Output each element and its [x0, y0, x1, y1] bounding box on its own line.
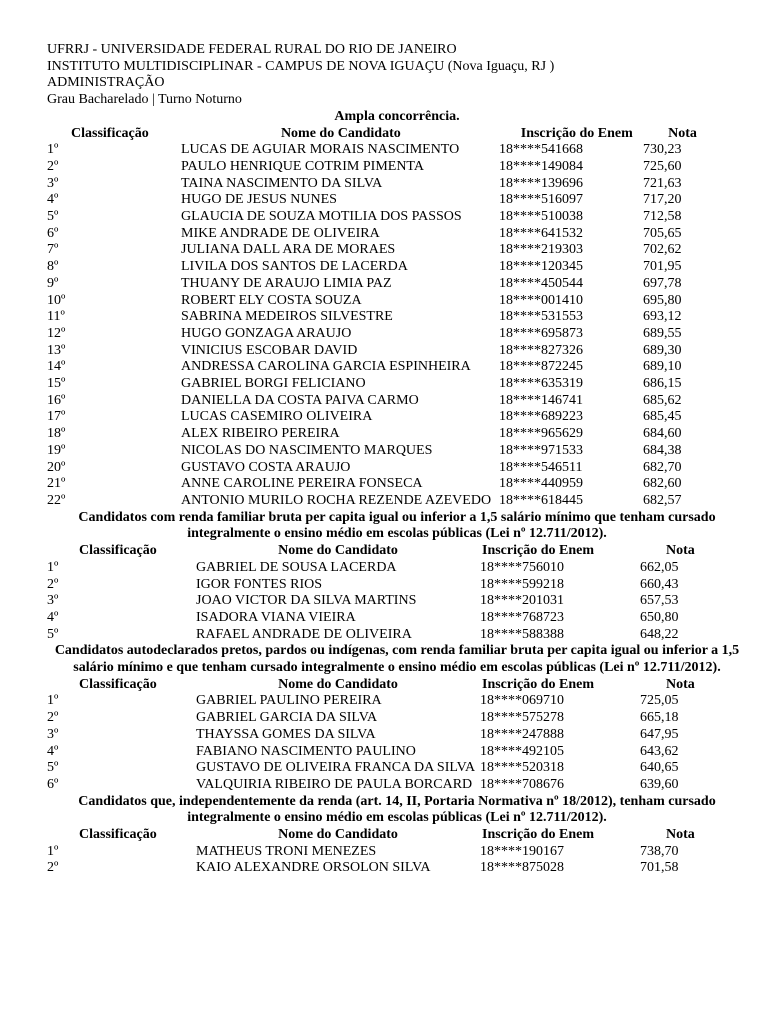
rank-cell: 2º	[47, 576, 59, 592]
table-row	[47, 493, 727, 510]
rank-cell: 19º	[47, 442, 66, 458]
enem-cell: 18****588388	[480, 626, 564, 642]
candidate-name-cell: MATHEUS TRONI MENEZES	[196, 843, 377, 859]
score-cell: 738,70	[640, 843, 679, 859]
candidate-name-cell: HUGO GONZAGA ARAUJO	[181, 325, 352, 341]
col-score-header: Nota	[666, 543, 695, 559]
column-header-row	[47, 543, 727, 560]
rank-cell: 1º	[47, 142, 59, 158]
enem-cell: 18****516097	[499, 192, 583, 208]
enem-cell: 18****190167	[480, 843, 564, 859]
rank-cell: 12º	[47, 325, 66, 341]
candidate-name-cell: FABIANO NASCIMENTO PAULINO	[196, 743, 416, 759]
candidate-name-cell: ANNE CAROLINE PEREIRA FONSECA	[181, 476, 423, 492]
score-cell: 725,60	[643, 158, 682, 174]
candidate-name-cell: ROBERT ELY COSTA SOUZA	[181, 292, 362, 308]
enem-cell: 18****575278	[480, 710, 564, 726]
candidate-name-cell: LIVILA DOS SANTOS DE LACERDA	[181, 259, 408, 275]
university-name: UFRRJ - UNIVERSIDADE FEDERAL RURAL DO RIO DE JANEIRO	[47, 42, 457, 57]
enem-cell: 18****139696	[499, 175, 583, 191]
table-row	[47, 359, 727, 376]
candidate-name-cell: NICOLAS DO NASCIMENTO MARQUES	[181, 442, 433, 458]
table-row	[47, 760, 727, 777]
table-row	[47, 593, 727, 610]
candidate-name-cell: THAYSSA GOMES DA SILVA	[196, 726, 376, 742]
score-cell: 684,60	[643, 426, 682, 442]
candidate-name-cell: KAIO ALEXANDRE ORSOLON SILVA	[196, 860, 431, 876]
rank-cell: 6º	[47, 776, 59, 792]
col-rank-header: Classificação	[79, 543, 157, 559]
rank-cell: 4º	[47, 192, 59, 208]
rank-cell: 2º	[47, 710, 59, 726]
rank-cell: 4º	[47, 743, 59, 759]
candidate-name-cell: ALEX RIBEIRO PEREIRA	[181, 426, 340, 442]
score-cell: 721,63	[643, 175, 682, 191]
score-cell: 701,95	[643, 259, 682, 275]
rank-cell: 5º	[47, 760, 59, 776]
table-row	[47, 393, 727, 410]
rank-cell: 3º	[47, 726, 59, 742]
enem-cell: 18****510038	[499, 209, 583, 225]
score-cell: 686,15	[643, 376, 682, 392]
col-score-header: Nota	[666, 676, 695, 692]
enem-cell: 18****247888	[480, 726, 564, 742]
enem-cell: 18****531553	[499, 309, 583, 325]
table-row	[47, 259, 727, 276]
table-row	[47, 560, 727, 577]
score-cell: 689,30	[643, 342, 682, 358]
score-cell: 725,05	[640, 693, 679, 709]
enem-cell: 18****120345	[499, 259, 583, 275]
table-row	[47, 693, 727, 710]
candidate-name-cell: GUSTAVO COSTA ARAUJO	[181, 459, 351, 475]
enem-cell: 18****708676	[480, 776, 564, 792]
rank-cell: 11º	[47, 309, 65, 325]
rank-cell: 21º	[47, 476, 66, 492]
enem-cell: 18****492105	[480, 743, 564, 759]
score-cell: 689,10	[643, 359, 682, 375]
col-rank-header: Classificação	[79, 676, 157, 692]
enem-cell: 18****069710	[480, 693, 564, 709]
score-cell: 639,60	[640, 776, 679, 792]
score-cell: 657,53	[640, 593, 679, 609]
col-enem-header: Inscrição do Enem	[482, 676, 594, 692]
candidate-name-cell: RAFAEL ANDRADE DE OLIVEIRA	[196, 626, 412, 642]
table-row	[47, 710, 727, 727]
ranking-section	[47, 510, 727, 644]
enem-cell: 18****450544	[499, 275, 583, 291]
table-row	[47, 159, 727, 176]
table-row	[47, 727, 727, 744]
candidate-name-cell: GABRIEL PAULINO PEREIRA	[196, 693, 382, 709]
enem-cell: 18****219303	[499, 242, 583, 258]
table-row	[47, 142, 727, 159]
rank-cell: 16º	[47, 392, 66, 408]
candidate-name-cell: SABRINA MEDEIROS SILVESTRE	[181, 309, 393, 325]
col-name-header: Nome do Candidato	[278, 543, 398, 559]
score-cell: 697,78	[643, 275, 682, 291]
table-row	[47, 777, 727, 794]
enem-cell: 18****618445	[499, 492, 583, 508]
candidate-name-cell: ANDRESSA CAROLINA GARCIA ESPINHEIRA	[181, 359, 471, 375]
candidate-name-cell: JOAO VICTOR DA SILVA MARTINS	[196, 593, 417, 609]
score-cell: 662,05	[640, 559, 679, 575]
candidate-name-cell: JULIANA DALL ARA DE MORAES	[181, 242, 396, 258]
enem-cell: 18****768723	[480, 609, 564, 625]
enem-cell: 18****149084	[499, 158, 583, 174]
results-sections	[47, 108, 740, 877]
enem-cell: 18****965629	[499, 426, 583, 442]
rank-cell: 1º	[47, 693, 59, 709]
candidate-name-cell: IGOR FONTES RIOS	[196, 576, 323, 592]
candidate-name-cell: GABRIEL DE SOUSA LACERDA	[196, 559, 397, 575]
score-cell: 648,22	[640, 626, 679, 642]
candidate-name-cell: VALQUIRIA RIBEIRO DE PAULA BORCARD	[196, 776, 473, 792]
rank-cell: 10º	[47, 292, 66, 308]
section-title: Candidatos com renda familiar bruta per capita igual ou inferior a 1,5 salário mínimo que tenham cursado integralmente o ensino médio em escolas públicas (Lei nº 12.711/2012).	[78, 509, 716, 542]
score-cell: 647,95	[640, 726, 679, 742]
candidate-name-cell: GABRIEL BORGI FELICIANO	[181, 376, 366, 392]
rank-cell: 17º	[47, 409, 66, 425]
table-row	[47, 476, 727, 493]
table-row	[47, 443, 727, 460]
rank-cell: 1º	[47, 559, 59, 575]
column-header-row	[47, 126, 727, 143]
candidate-name-cell: GABRIEL GARCIA DA SILVA	[196, 710, 378, 726]
rank-cell: 14º	[47, 359, 66, 375]
section-title: Candidatos autodeclarados pretos, pardos ou indígenas, com renda familiar bruta per capita igual ou inferior a 1,5 salário mínimo e que tenham cursado integralmente o ensino médio em escolas públicas (Lei nº 12.711/2012).	[54, 643, 740, 676]
candidate-name-cell: TAINA NASCIMENTO DA SILVA	[181, 175, 383, 191]
candidate-name-cell: GUSTAVO DE OLIVEIRA FRANCA DA SILVA	[196, 760, 476, 776]
col-enem-header: Inscrição do Enem	[482, 827, 594, 843]
column-header-row	[47, 677, 727, 694]
table-row	[47, 860, 727, 877]
score-cell: 650,80	[640, 609, 679, 625]
table-row	[47, 460, 727, 477]
enem-cell: 18****546511	[499, 459, 583, 475]
table-row	[47, 276, 727, 293]
score-cell: 695,80	[643, 292, 682, 308]
enem-cell: 18****827326	[499, 342, 583, 358]
candidate-name-cell: DANIELLA DA COSTA PAIVA CARMO	[181, 392, 419, 408]
table-row	[47, 844, 727, 861]
score-cell: 717,20	[643, 192, 682, 208]
table-row	[47, 242, 727, 259]
table-row	[47, 343, 727, 360]
col-name-header: Nome do Candidato	[278, 676, 398, 692]
table-row	[47, 577, 727, 594]
score-cell: 705,65	[643, 225, 682, 241]
rank-cell: 2º	[47, 860, 59, 876]
score-cell: 684,38	[643, 442, 682, 458]
column-header-row	[47, 827, 727, 844]
table-row	[47, 192, 727, 209]
rank-cell: 1º	[47, 843, 59, 859]
candidate-name-cell: GLAUCIA DE SOUZA MOTILIA DOS PASSOS	[181, 209, 462, 225]
rank-cell: 13º	[47, 342, 66, 358]
score-cell: 682,57	[643, 492, 682, 508]
rank-cell: 15º	[47, 376, 66, 392]
enem-cell: 18****875028	[480, 860, 564, 876]
section-title: Ampla concorrência.	[334, 108, 460, 124]
score-cell: 682,70	[643, 459, 682, 475]
score-cell: 682,60	[643, 476, 682, 492]
institute-name: INSTITUTO MULTIDISCIPLINAR - CAMPUS DE NOVA IGUAÇU (Nova Iguaçu, RJ )	[47, 58, 555, 74]
table-row	[47, 426, 727, 443]
enem-cell: 18****695873	[499, 325, 583, 341]
section-title: Candidatos que, independentemente da renda (art. 14, II, Portaria Normativa nº 18/2012), tenham cursado integralmente o ensino médio em escolas públicas (Lei nº 12.711/2012).	[78, 793, 716, 826]
enem-cell: 18****440959	[499, 476, 583, 492]
table-row	[47, 610, 727, 627]
score-cell: 702,62	[643, 242, 682, 258]
table-row	[47, 376, 727, 393]
enem-cell: 18****635319	[499, 376, 583, 392]
candidate-name-cell: LUCAS DE AGUIAR MORAIS NASCIMENTO	[181, 142, 460, 158]
enem-cell: 18****001410	[499, 292, 583, 308]
rank-cell: 3º	[47, 175, 59, 191]
candidate-name-cell: VINICIUS ESCOBAR DAVID	[181, 342, 358, 358]
score-cell: 665,18	[640, 710, 679, 726]
table-row	[47, 744, 727, 761]
ranking-section	[47, 643, 740, 793]
rank-cell: 2º	[47, 158, 59, 174]
table-row	[47, 176, 727, 193]
table-row	[47, 309, 727, 326]
candidate-name-cell: THUANY DE ARAUJO LIMIA PAZ	[181, 275, 392, 291]
rank-cell: 22º	[47, 492, 66, 508]
enem-cell: 18****756010	[480, 559, 564, 575]
candidate-name-cell: PAULO HENRIQUE COTRIM PIMENTA	[181, 158, 424, 174]
score-cell: 685,45	[643, 409, 682, 425]
candidate-name-cell: ANTONIO MURILO ROCHA REZENDE AZEVEDO	[181, 492, 492, 508]
enem-cell: 18****971533	[499, 442, 583, 458]
candidate-name-cell: HUGO DE JESUS NUNES	[181, 192, 337, 208]
col-enem-header: Inscrição do Enem	[482, 543, 594, 559]
enem-cell: 18****201031	[480, 593, 564, 609]
rank-cell: 5º	[47, 626, 59, 642]
rank-cell: 3º	[47, 593, 59, 609]
table-row	[47, 209, 727, 226]
col-score-header: Nota	[666, 827, 695, 843]
score-cell: 643,62	[640, 743, 679, 759]
ranking-section	[47, 109, 727, 510]
enem-cell: 18****599218	[480, 576, 564, 592]
enem-cell: 18****872245	[499, 359, 583, 375]
rank-cell: 18º	[47, 426, 66, 442]
table-row	[47, 409, 727, 426]
col-name-header: Nome do Candidato	[280, 125, 401, 141]
rank-cell: 7º	[47, 242, 59, 258]
ranking-section	[47, 794, 727, 878]
col-enem-header: Inscrição do Enem	[520, 125, 633, 141]
candidate-name-cell: ISADORA VIANA VIEIRA	[196, 609, 356, 625]
score-cell: 712,58	[643, 209, 682, 225]
document-page	[47, 42, 740, 877]
rank-cell: 8º	[47, 259, 59, 275]
degree-shift: Grau Bacharelado | Turno Noturno	[47, 92, 242, 108]
score-cell: 693,12	[643, 309, 682, 325]
score-cell: 689,55	[643, 325, 682, 341]
score-cell: 730,23	[643, 142, 682, 158]
candidate-name-cell: LUCAS CASEMIRO OLIVEIRA	[181, 409, 373, 425]
rank-cell: 20º	[47, 459, 66, 475]
enem-cell: 18****520318	[480, 760, 564, 776]
table-row	[47, 326, 727, 343]
score-cell: 701,58	[640, 860, 679, 876]
enem-cell: 18****689223	[499, 409, 583, 425]
col-name-header: Nome do Candidato	[278, 827, 398, 843]
enem-cell: 18****541668	[499, 142, 583, 158]
score-cell: 640,65	[640, 760, 679, 776]
rank-cell: 4º	[47, 609, 59, 625]
rank-cell: 6º	[47, 225, 59, 241]
score-cell: 660,43	[640, 576, 679, 592]
rank-cell: 5º	[47, 209, 59, 225]
score-cell: 685,62	[643, 392, 682, 408]
table-row	[47, 293, 727, 310]
candidate-name-cell: MIKE ANDRADE DE OLIVEIRA	[181, 225, 380, 241]
col-rank-header: Classificação	[71, 125, 149, 141]
table-row	[47, 627, 727, 644]
document-header	[47, 42, 727, 109]
enem-cell: 18****641532	[499, 225, 583, 241]
col-score-header: Nota	[668, 125, 697, 141]
course-name: ADMINISTRAÇÃO	[47, 75, 165, 91]
rank-cell: 9º	[47, 275, 59, 291]
enem-cell: 18****146741	[499, 392, 583, 408]
table-row	[47, 226, 727, 243]
col-rank-header: Classificação	[79, 827, 157, 843]
